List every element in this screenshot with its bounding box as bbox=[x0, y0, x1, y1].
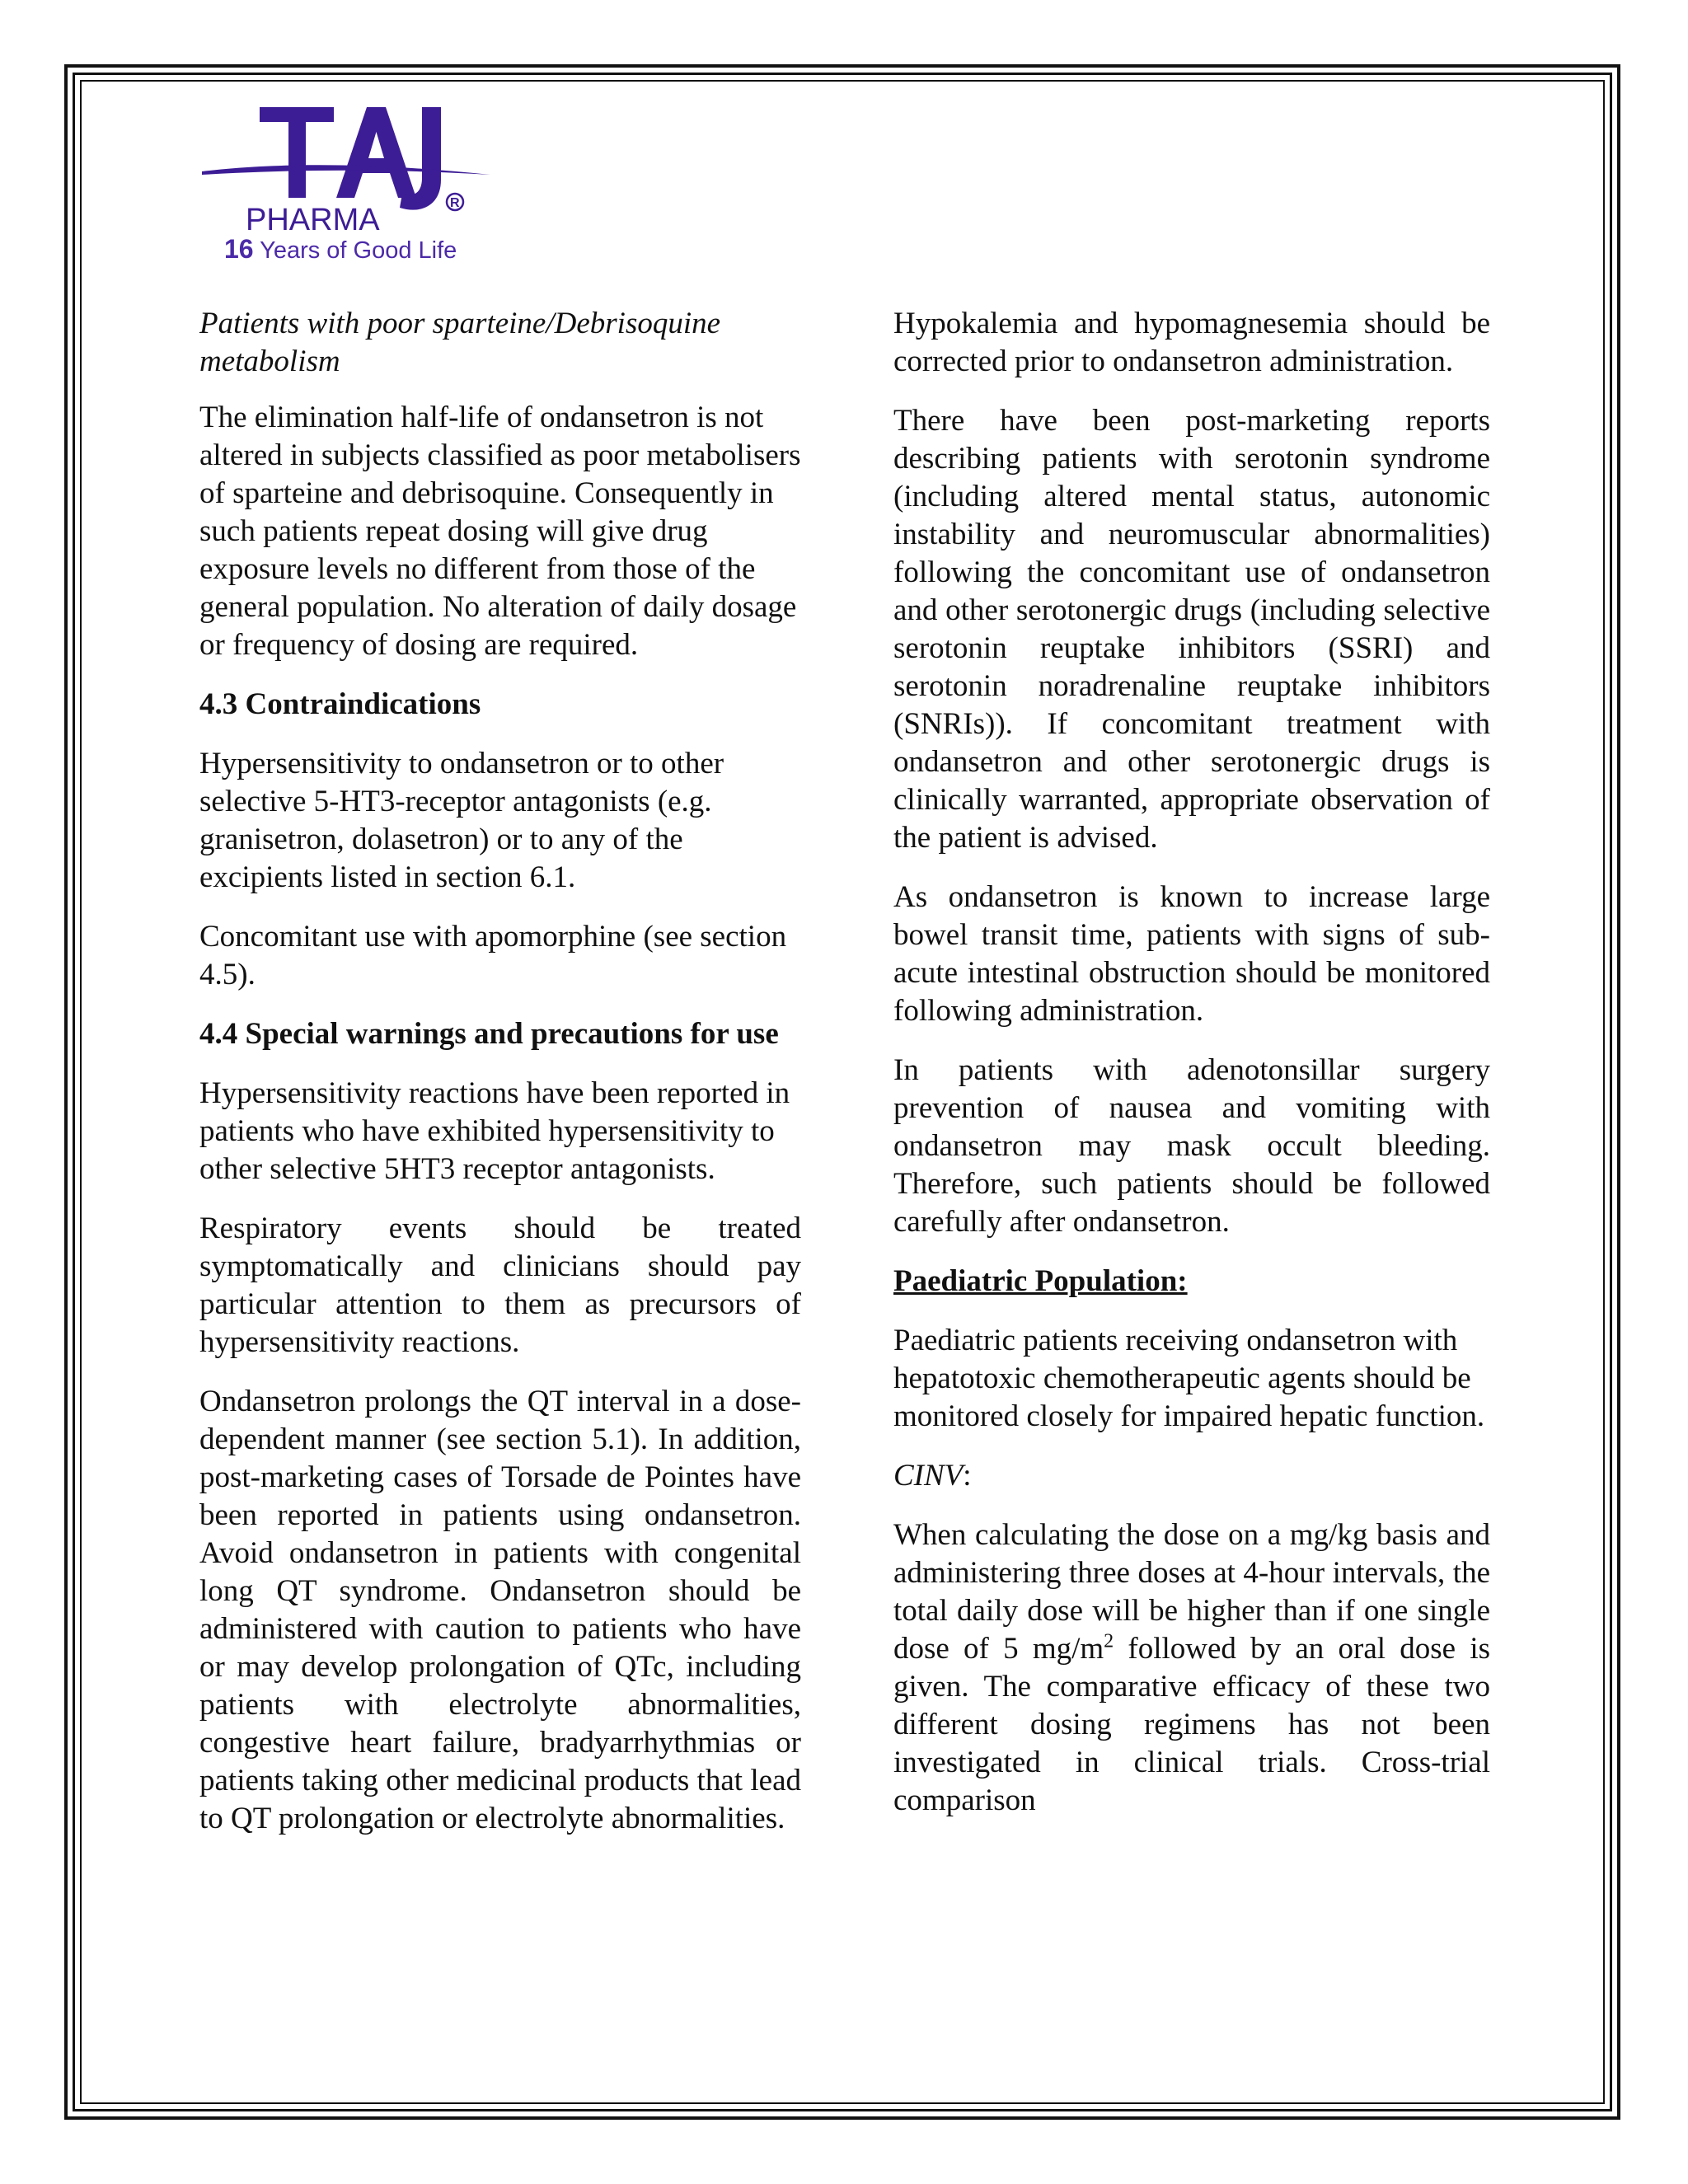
contraindications-heading: 4.3 Contraindications bbox=[199, 687, 481, 721]
logo-letter-t bbox=[260, 107, 334, 198]
paediatric-text: Paediatric patients receiving ondansetron with hepatotoxic chemotherapeutic agents should be monitored closely for impaired hepatic function. bbox=[893, 1324, 1485, 1433]
dose-text-part-a: When calculating the dose on a mg/kg basis and administering three doses at 4-hour intervals, the total daily dose will be higher than if one single dose of 5 mg/m bbox=[893, 1518, 1490, 1666]
logo-pharma-text: PHARMA bbox=[246, 203, 380, 237]
logo-tagline-text: Years of Good Life bbox=[260, 237, 457, 264]
contraindications-text: Hypersensitivity to ondansetron or to other selective 5-HT3-receptor antagonists (e.g. granisetron, dolasetron) or to any of the excipients listed in section 6.1. bbox=[199, 747, 724, 894]
warnings-text-2: Respiratory events should be treated symptomatically and clinicians should pay particular attention to them as precursors of hypersensitivity reactions. bbox=[199, 1212, 801, 1359]
warnings-heading: 4.4 Special warnings and precautions for use bbox=[199, 1017, 779, 1051]
dose-text-part-b: followed by an oral dose is given. The comparative efficacy of these two different dosing regimens has not been investigated in clinical trials. Cross-trial comparison bbox=[893, 1632, 1490, 1817]
warnings-section bbox=[199, 1015, 801, 1188]
paediatric-heading: Paediatric Population: bbox=[893, 1264, 1188, 1298]
poor-metabolism-text: The elimination half-life of ondansetron is not altered in subjects classified as poor metabolisers of sparteine and debrisoquine. Consequently in such patients repeat dosing will give drug exposure levels no different from those of the general population. No alteration of daily dosage or frequency of dosing are required. bbox=[199, 401, 801, 662]
dose-calculation-text bbox=[893, 1516, 1490, 1820]
logo-tagline-number: 16 bbox=[224, 234, 254, 264]
warnings-text-1: Hypersensitivity reactions have been reported in patients who have exhibited hypersensitivity to other selective 5HT3 receptor antagonists. bbox=[199, 1076, 790, 1186]
hypokalemia-text: Hypokalemia and hypomagnesemia should be corrected prior to ondansetron administration. bbox=[893, 307, 1490, 378]
left-column bbox=[199, 305, 801, 1859]
dose-superscript: 2 bbox=[1104, 1630, 1114, 1652]
contraindications-text-2: Concomitant use with apomorphine (see section 4.5). bbox=[199, 920, 787, 991]
cinv-label-line bbox=[893, 1457, 1490, 1495]
bowel-transit-text: As ondansetron is known to increase large bowel transit time, patients with signs of sub-acute intestinal obstruction should be monitored following administration. bbox=[893, 880, 1490, 1028]
serotonin-syndrome-text: There have been post-marketing reports describing patients with serotonin syndrome (including altered mental status, autonomic instability and neuromuscular abnormalities) following the concomitant use of ondansetron and other serotonergic drugs (including selective serotonin reuptake inhibitors (SSRI) and serotonin noradrenaline reuptake inhibitors (SNRIs)). If concomitant treatment with ondansetron and other serotonergic drugs is clinically warranted, appropriate observation of the patient is advised. bbox=[893, 404, 1490, 855]
logo-tagline bbox=[224, 234, 457, 265]
cinv-colon: : bbox=[963, 1459, 972, 1493]
poor-metabolism-title: Patients with poor sparteine/Debrisoquine metabolism bbox=[199, 307, 721, 378]
right-column bbox=[893, 305, 1490, 1841]
adenotonsillar-text: In patients with adenotonsillar surgery prevention of nausea and vomiting with ondansetron may mask occult bleeding. Therefore, such patients should be followed carefully after ondansetron. bbox=[893, 1053, 1490, 1239]
contraindications-section bbox=[199, 686, 801, 897]
warnings-text-3: Ondansetron prolongs the QT interval in a dose-dependent manner (see section 5.1). In addition, post-marketing cases of Torsade de Pointes have been reported in patients using ondansetron. Avoid ondansetron in patients with congenital long QT syndrome. Ondansetron should be administered with caution to patients who have or may develop prolongation of QTc, including patients with electrolyte abnormalities, congestive heart failure, bradyarrhythmias or patients taking other medicinal products that lead to QT prolongation or electrolyte abnormalities. bbox=[199, 1385, 801, 1835]
cinv-label: CINV bbox=[893, 1459, 964, 1493]
svg-text:R: R bbox=[450, 196, 460, 210]
